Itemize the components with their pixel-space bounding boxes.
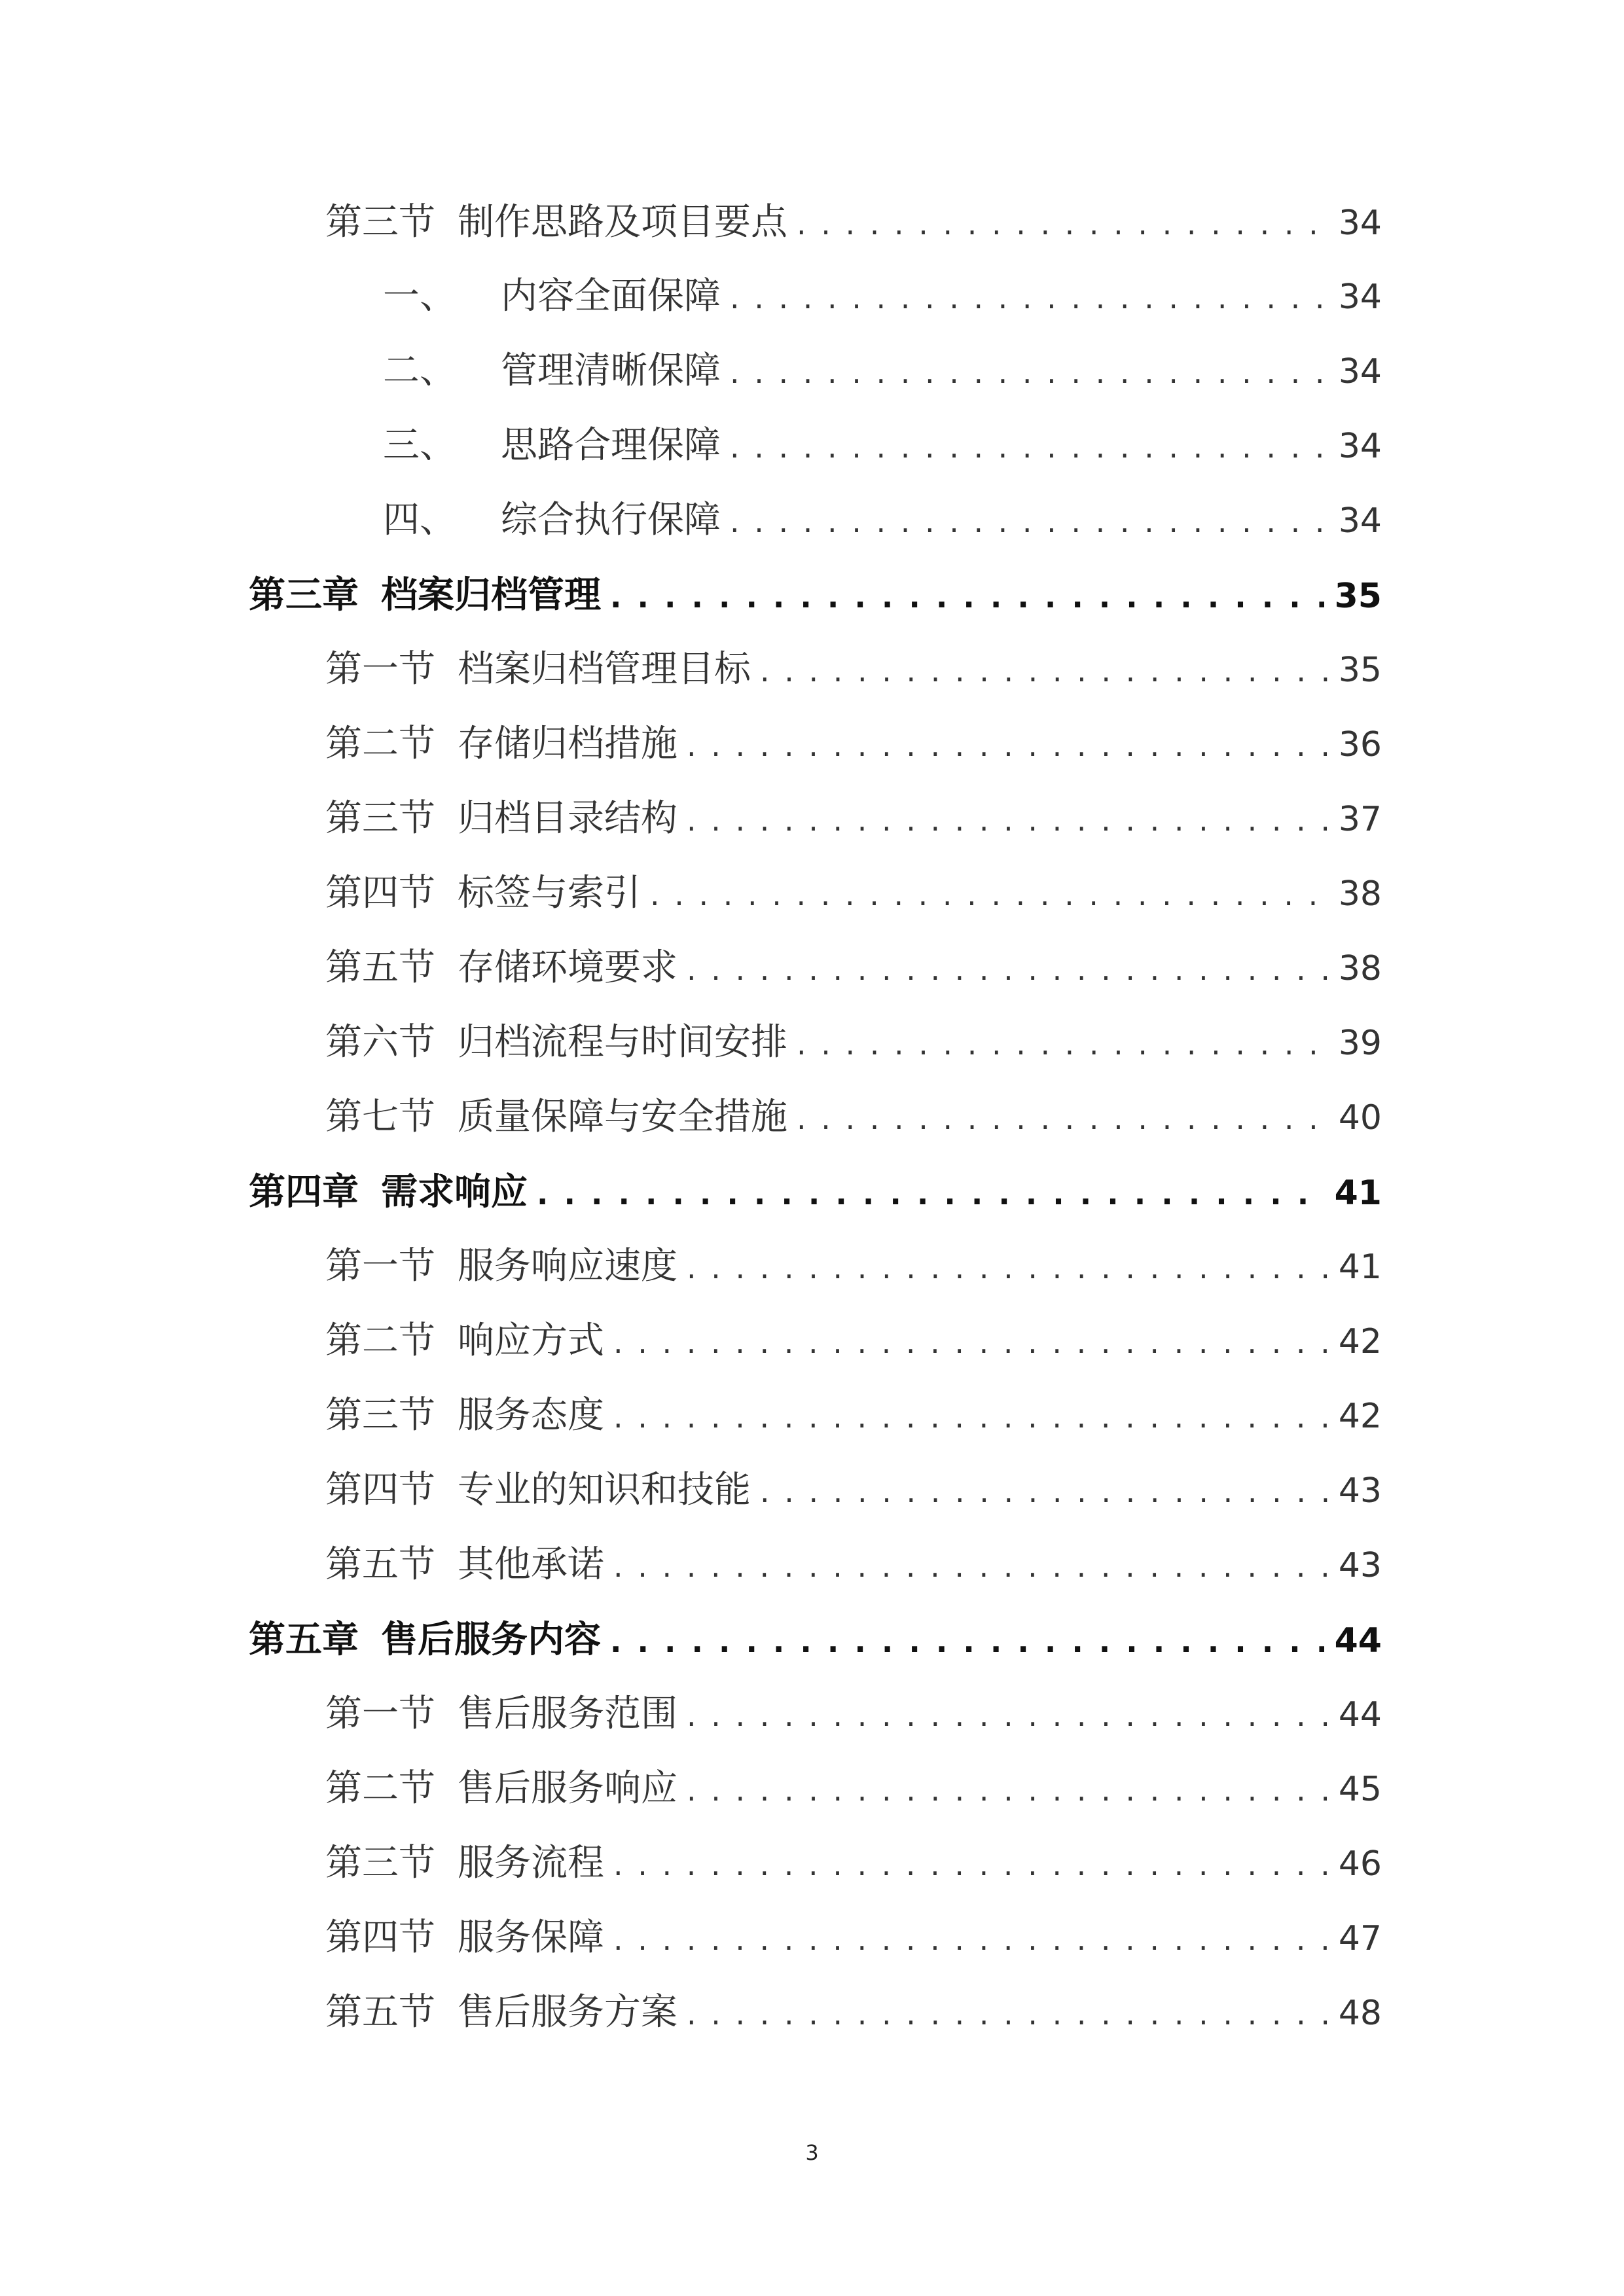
toc-entry-title: 售后服务方案 [458,1991,677,2034]
toc-entry-title: 售后服务范围 [458,1693,677,1735]
page-number: 3 [805,2140,819,2165]
toc-entry-label: 第二节 [325,1319,435,1362]
toc-entry[interactable] [325,939,1382,997]
toc-entry-label: 三、 [383,424,456,467]
dot-leader [687,1984,1328,2043]
toc-entry-label: 四、 [383,499,456,541]
toc-entry[interactable] [325,1088,1382,1147]
toc-entry-page-number: 43 [1338,1471,1382,1511]
toc-entry-page-number: 42 [1338,1397,1382,1436]
toc-entry-page-number: 44 [1334,1621,1382,1660]
toc-entry-page-number: 37 [1338,800,1382,839]
dot-leader [613,1910,1328,1969]
toc-entry-title: 存储归档措施 [458,723,677,765]
toc-entry-title: 质量保障与安全措施 [458,1096,787,1138]
toc-entry-page-number: 34 [1338,204,1382,243]
toc-entry[interactable] [383,491,1382,550]
toc-entry-label: 第一节 [325,1245,435,1287]
toc-entry-page-number: 42 [1338,1322,1382,1361]
toc-entry-label: 第四节 [325,872,435,914]
toc-entry-title: 综合执行保障 [501,499,721,541]
dot-leader [613,1835,1328,1894]
toc-entry[interactable] [325,1834,1382,1893]
toc-entry-label: 第五章 [249,1618,359,1661]
toc-entry-title: 售后服务内容 [381,1618,601,1661]
toc-entry-label: 第二节 [325,723,435,765]
toc-entry[interactable] [325,715,1382,774]
toc-entry-label: 第五节 [325,946,435,989]
toc-entry-page-number: 47 [1338,1919,1382,1958]
toc-entry[interactable] [325,193,1382,252]
dot-leader [687,1761,1328,1820]
toc-entry-title: 制作思路及项目要点 [458,201,787,243]
toc-entry-label: 第四节 [325,1469,435,1511]
toc-entry-label: 第三节 [325,201,435,243]
toc-entry-title: 响应方式 [458,1319,604,1362]
toc-entry-page-number: 40 [1338,1098,1382,1138]
toc-entry[interactable] [325,1685,1382,1744]
toc-entry-label: 第三节 [325,797,435,840]
toc-entry-title: 服务流程 [458,1842,604,1884]
toc-entry-label: 第五节 [325,1991,435,2034]
toc-entry-page-number: 45 [1338,1770,1382,1809]
toc-entry[interactable] [325,1461,1382,1520]
dot-leader [730,418,1328,476]
dot-leader [610,1612,1324,1671]
toc-entry[interactable] [325,1535,1382,1594]
dot-leader [797,194,1328,253]
toc-entry-label: 第二节 [325,1767,435,1810]
toc-entry-page-number: 43 [1338,1546,1382,1585]
toc-entry[interactable] [325,1312,1382,1371]
toc-entry[interactable] [325,1237,1382,1296]
toc-entry-page-number: 34 [1338,501,1382,541]
toc-entry-title: 其他承诺 [458,1543,604,1586]
toc-entry-title: 思路合理保障 [501,424,721,467]
toc-entry-title: 服务响应速度 [458,1245,677,1287]
toc-entry-title: 档案归档管理 [381,573,601,617]
dot-leader [687,940,1328,999]
dot-leader [613,1388,1328,1446]
toc-entry-label: 第四节 [325,1916,435,1959]
toc-entry-title: 服务态度 [458,1394,604,1437]
dot-leader [730,343,1328,402]
toc-entry-title: 归档目录结构 [458,797,677,840]
dot-leader [537,1164,1324,1223]
toc-entry-label: 第三节 [325,1842,435,1884]
toc-entry-page-number: 44 [1338,1695,1382,1734]
dot-leader [760,641,1328,700]
toc-entry-title: 售后服务响应 [458,1767,677,1810]
toc-entry-page-number: 41 [1338,1247,1382,1287]
toc-entry-label: 二、 [383,350,456,392]
toc-entry[interactable] [325,1759,1382,1818]
toc-entry[interactable] [325,640,1382,699]
toc-entry-page-number: 34 [1338,427,1382,466]
dot-leader [730,268,1328,327]
toc-entry-label: 第三章 [249,573,359,617]
toc-entry[interactable] [325,1013,1382,1072]
toc-entry-page-number: 39 [1338,1024,1382,1063]
toc-entry-title: 服务保障 [458,1916,604,1959]
dot-leader [687,1686,1328,1745]
dot-leader [687,1238,1328,1297]
toc-entry-page-number: 34 [1338,352,1382,391]
toc-entry-title: 需求响应 [381,1170,528,1213]
toc-entry[interactable] [325,864,1382,923]
toc-entry-label: 一、 [383,275,456,317]
toc-entry-title: 存储环境要求 [458,946,677,989]
toc-entry[interactable] [325,1983,1382,2042]
dot-leader [613,1537,1328,1596]
toc-entry[interactable] [325,789,1382,848]
toc-entry-page-number: 35 [1334,577,1382,616]
toc-entry-label: 第五节 [325,1543,435,1586]
toc-entry-title: 管理清晰保障 [501,350,721,392]
dot-leader [687,716,1328,775]
dot-leader [650,865,1328,924]
toc-chapter-entry[interactable] [249,1162,1382,1221]
toc-chapter-entry[interactable] [249,1610,1382,1669]
toc-chapter-entry[interactable] [249,565,1382,624]
toc-entry-label: 第三节 [325,1394,435,1437]
toc-entry-title: 专业的知识和技能 [458,1469,751,1511]
dot-leader [797,1014,1328,1073]
toc-entry-title: 档案归档管理目标 [458,648,751,691]
toc-entry-label: 第六节 [325,1021,435,1064]
dot-leader [610,567,1324,626]
dot-leader [613,1313,1328,1372]
toc-entry-label: 第一节 [325,648,435,691]
dot-leader [687,791,1328,850]
toc-entry-title: 标签与索引 [458,872,641,914]
toc-entry-page-number: 41 [1334,1174,1382,1213]
toc-entry[interactable] [383,416,1382,475]
dot-leader [730,492,1328,551]
toc-entry-label: 第一节 [325,1693,435,1735]
toc-entry-label: 第四章 [249,1170,359,1213]
toc-entry[interactable] [325,1386,1382,1445]
toc-entry-page-number: 38 [1338,949,1382,988]
toc-entry-page-number: 36 [1338,725,1382,764]
toc-entry[interactable] [325,1909,1382,1967]
toc-entry-title: 归档流程与时间安排 [458,1021,787,1064]
dot-leader [797,1089,1328,1148]
toc-entry-page-number: 38 [1338,874,1382,914]
toc-entry-page-number: 46 [1338,1844,1382,1884]
toc-entry-page-number: 35 [1338,651,1382,690]
toc-entry[interactable] [383,342,1382,401]
toc-entry-label: 第七节 [325,1096,435,1138]
toc-entry-page-number: 34 [1338,278,1382,317]
toc-entry[interactable] [383,267,1382,326]
dot-leader [760,1462,1328,1521]
toc-entry-page-number: 48 [1338,1994,1382,2033]
toc-entry-title: 内容全面保障 [501,275,721,317]
